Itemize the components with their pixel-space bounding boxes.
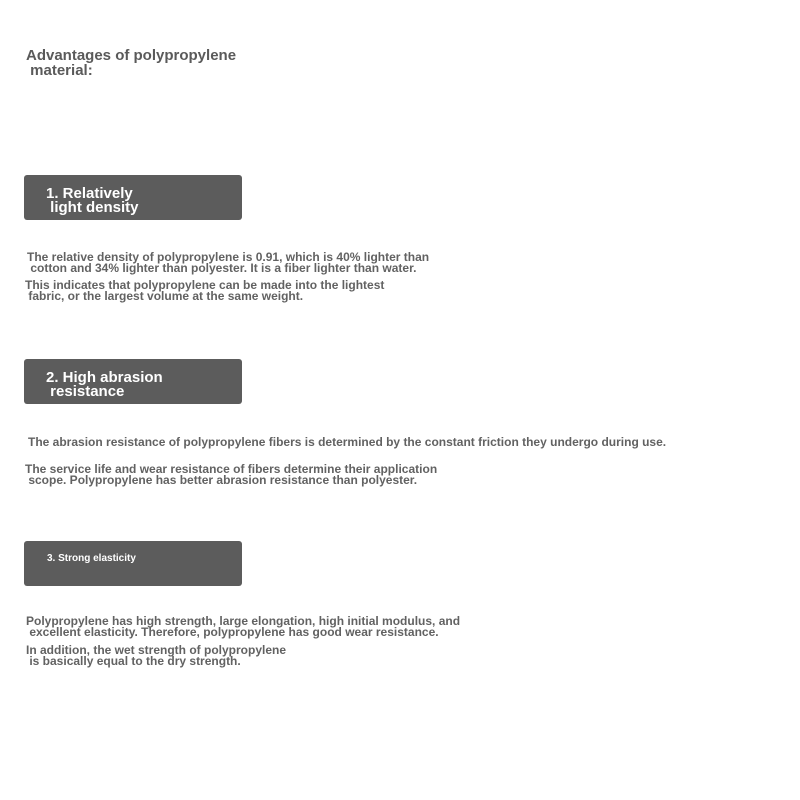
paragraph-abrasion: The abrasion resistance of polypropylene fibers is determined by the constant friction they undergo during use. [28,435,667,449]
section-header-strong-elasticity [24,541,242,586]
paragraph-density: The relative density of polypropylene is 0.91, which is 40% lighter than cotton and 34% lighter than polyester. It is a fiber lighter than water. [27,250,430,275]
section-header-abrasion-resistance [24,359,242,404]
section-title: 2. High abrasion resistance [46,369,163,400]
section-title: 1. Relatively light density [46,185,139,216]
section-title: 3. Strong elasticity [47,553,136,564]
paragraph-service-life: The service life and wear resistance of fibers determine their application scope. Polypropylene has better abrasion resistance than polyester. [25,462,438,487]
paragraph-elasticity: Polypropylene has high strength, large elongation, high initial modulus, and excellent elasticity. Therefore, polypropylene has good wear resistance. [26,614,461,639]
page-title: Advantages of polypropylene material: [26,47,237,79]
section-header-light-density [24,175,242,220]
paragraph-wet-strength: In addition, the wet strength of polypropylene is basically equal to the dry strength. [26,643,287,668]
paragraph-lightest-fabric: This indicates that polypropylene can be made into the lightest fabric, or the largest volume at the same weight. [25,278,385,303]
